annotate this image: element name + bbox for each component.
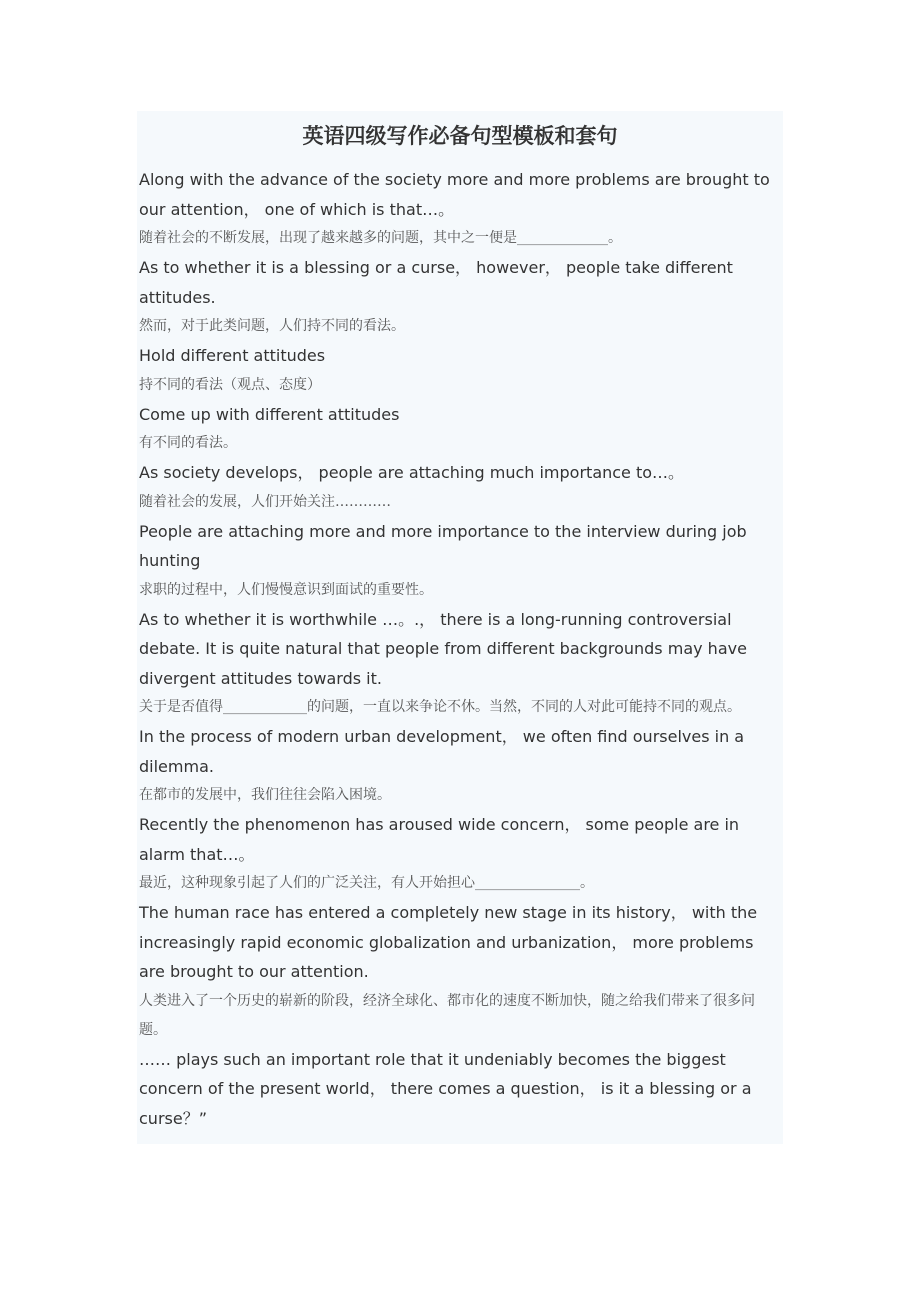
chinese-translation: 最近，这种现象引起了人们的广泛关注，有人开始担心_______________。: [139, 875, 594, 891]
sentence-list: [139, 165, 777, 1133]
chinese-translation: 随着社会的不断发展，出现了越来越多的问题，其中之一便是_____________。: [139, 230, 622, 246]
chinese-translation: 然而，对于此类问题，人们持不同的看法。: [139, 318, 405, 334]
english-sentence: Recently the phenomenon has aroused wide concern， some people are in alarm that…。: [139, 815, 740, 864]
english-sentence: Come up with different attitudes: [139, 404, 400, 424]
chinese-translation: 有不同的看法。: [139, 435, 237, 451]
english-sentence: People are attaching more and more importance to the interview during job hunting: [139, 521, 747, 570]
document-title: 英语四级写作必备句型模板和套句: [302, 123, 618, 148]
chinese-translation: 求职的过程中，人们慢慢意识到面试的重要性。: [139, 581, 433, 598]
chinese-translation: 在都市的发展中，我们往往会陷入困境。: [139, 787, 391, 803]
chinese-translation: 人类进入了一个历史的崭新的阶段，经济全球化、都市化的速度不断加快，随之给我们带来了很多问题。: [139, 992, 755, 1038]
english-sentence: …… plays such an important role that it undeniably becomes the biggest concern of the present world， there comes a question， is it a blessing or a curse？”: [139, 1049, 752, 1128]
english-sentence: Along with the advance of the society more and more problems are brought to our attention， one of which is that…。: [139, 170, 770, 219]
english-sentence: As to whether it is a blessing or a curse， however， people take different attitudes.: [139, 258, 733, 307]
english-sentence: Hold different attitudes: [139, 346, 326, 365]
english-sentence: As society develops， people are attaching much importance to…。: [139, 463, 685, 482]
english-sentence: The human race has entered a completely new stage in its history， with the increasingly rapid economic globalization and urbanization， more problems are brought to our attention.: [139, 903, 758, 981]
english-sentence: In the process of modern urban development， we often find ourselves in a dilemma.: [139, 727, 745, 776]
english-sentence: As to whether it is worthwhile …。.， there is a long-running controversial debate. It is quite natural that people from different backgrounds may have divergent attitudes towards it.: [139, 609, 747, 688]
chinese-translation: 关于是否值得____________的问题，一直以来争论不休。当然，不同的人对此可能持不同的观点。: [139, 699, 741, 715]
chinese-translation: 持不同的看法（观点、态度）: [139, 376, 321, 393]
chinese-translation: 随着社会的发展，人们开始关注…………: [139, 493, 391, 510]
